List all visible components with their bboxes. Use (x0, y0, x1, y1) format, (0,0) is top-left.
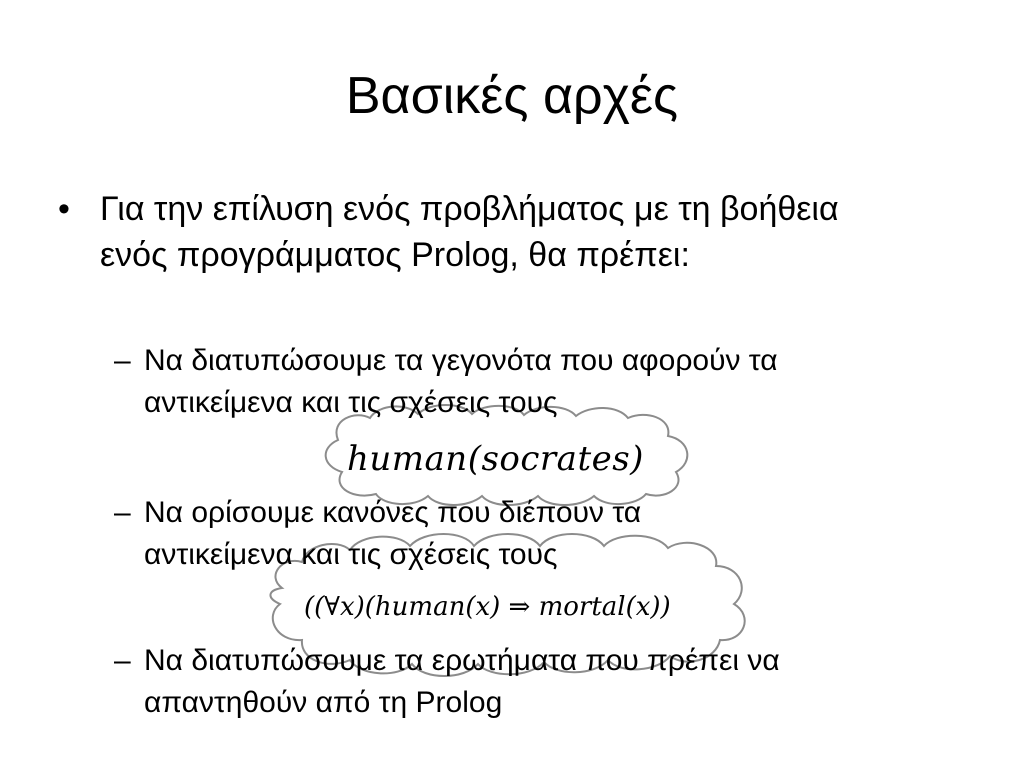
main-bullet-text: Για την επίλυση ενός προβλήματος με τη βοήθεια ενός προγράμματος Prolog, θα πρέπει: (100, 190, 839, 274)
sub-bullet-marker-3: – (114, 644, 131, 677)
sub-bullet-marker-2: – (114, 496, 131, 529)
sub-item-2-line-2: αντικείμενα και τις σχέσεις τους (144, 538, 558, 571)
sub-bullet-marker-1: – (114, 344, 131, 377)
sub-item-1-line-1: Να διατυπώσουμε τα γεγονότα που αφορούν τα (144, 344, 778, 377)
slide-title: Βασικές αρχές (345, 67, 679, 125)
sub-item-3-line-2: απαντηθούν από τη Prolog (144, 686, 503, 719)
sub-item-3-line-1: Να διατυπώσουμε τα ερωτήματα που πρέπει να (144, 644, 780, 677)
sub-item-2-line-1: Να ορίσουμε κανόνες που διέπουν τα (144, 496, 642, 529)
sub-item-1-line-2: αντικείμενα και τις σχέσεις τους (144, 386, 558, 419)
bullet-marker: • (58, 190, 70, 228)
formula-rule: ((∀x)(human(x) ⇒ mortal(x)) (304, 592, 671, 622)
formula-fact: human(socrates) (347, 439, 644, 479)
